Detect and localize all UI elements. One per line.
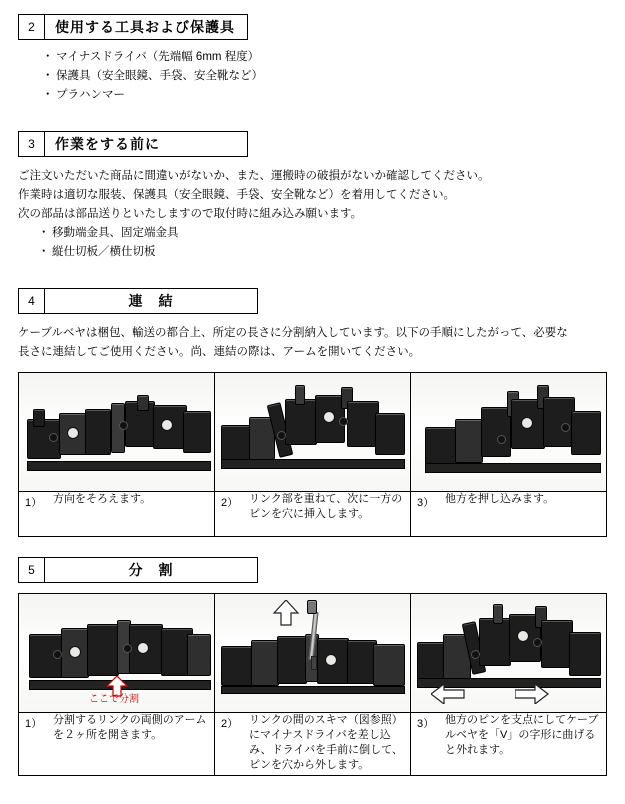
paragraph-line: 次の部品は部品送りといたしますので取付時に組み込み願います。	[18, 208, 363, 220]
list-item: ・ マイナスドライバ（先端幅 6mm 程度）	[0, 48, 625, 67]
paragraph-line: 作業時は適切な服装、保護具（安全眼鏡、手袋、安全靴など）を着用してください。	[18, 189, 455, 201]
step-number: 3）	[417, 718, 435, 730]
paragraph-line: 長さに連結してご使用ください。尚、連結の際は、アームを開いてください。	[18, 346, 421, 358]
list-item: ・ プラハンマー	[0, 86, 625, 105]
step-number: 1）	[25, 718, 43, 730]
step-text: 他方を押し込みます。	[445, 493, 555, 505]
caption-split-2	[215, 713, 411, 776]
photo-connect-2	[215, 373, 411, 492]
caption-split-3	[411, 713, 607, 776]
step-text: 他方のピンを支点にしてケーブルベヤを「V」の字形に曲げると外れます。	[445, 714, 599, 756]
section-header-2	[18, 14, 248, 40]
caption-split-1	[19, 713, 215, 776]
section-header-5	[18, 557, 258, 583]
photo-connect-1	[19, 373, 215, 492]
chain-photo	[19, 594, 214, 712]
push-direction-arrow	[271, 600, 301, 626]
section-number: 4	[19, 289, 45, 313]
step-number: 1）	[25, 497, 43, 509]
parts-list	[0, 224, 625, 262]
split-step-table	[18, 593, 607, 776]
paragraph-line: ご注文いただいた商品に間違いがないか、また、運搬時の破損がないか確認してください。	[18, 170, 490, 182]
list-item: ・ 移動端金具、固定端金具	[0, 224, 625, 243]
photo-split-1	[19, 594, 215, 713]
pull-left-arrow	[431, 684, 465, 704]
connect-step-table	[18, 372, 607, 537]
section-number: 5	[19, 558, 45, 582]
pull-right-arrow	[515, 684, 549, 704]
section-title: 使用する工具および保護具	[55, 19, 235, 35]
section-number: 2	[19, 15, 45, 39]
step-number: 3）	[417, 497, 435, 509]
section-title: 作業をする前に	[55, 136, 160, 152]
step-text: 方向をそろえます。	[53, 493, 152, 505]
connect-paragraph	[0, 324, 625, 362]
section-header-4	[18, 288, 258, 314]
photo-split-2	[215, 594, 411, 713]
step-text: リンクの間のスキマ（図参照）にマイナスドライバを差し込み、ドライバを手前に倒して、ピンを穴から外します。	[249, 714, 403, 771]
tools-list	[0, 48, 625, 105]
chain-photo	[215, 373, 410, 491]
before-work-paragraph	[0, 167, 625, 224]
caption-connect-1	[19, 492, 215, 537]
split-here-label: ここで分割	[89, 694, 139, 705]
section-header-3	[18, 131, 248, 157]
step-text: 分割するリンクの両側のアームを２ヶ所を開きます。	[53, 714, 207, 741]
caption-connect-2	[215, 492, 411, 537]
section-number: 3	[19, 132, 45, 156]
chain-photo	[19, 373, 214, 491]
photo-split-3	[411, 594, 607, 713]
chain-photo	[215, 594, 410, 712]
step-text: リンク部を重ねて、次に一方のピンを穴に挿入します。	[249, 493, 403, 520]
section-title: 連 結	[128, 293, 174, 309]
list-item: ・ 縦仕切板／横仕切板	[0, 243, 625, 262]
paragraph-line: ケーブルベヤは梱包、輸送の都合上、所定の長さに分割納入しています。以下の手順にしたがって、必要な	[18, 327, 568, 339]
step-number: 2）	[221, 718, 239, 730]
chain-photo	[411, 373, 606, 491]
chain-photo	[411, 594, 606, 712]
caption-connect-3	[411, 492, 607, 537]
photo-connect-3	[411, 373, 607, 492]
list-item: ・ 保護具（安全眼鏡、手袋、安全靴など）	[0, 67, 625, 86]
step-number: 2）	[221, 497, 239, 509]
section-title: 分 割	[128, 562, 174, 578]
